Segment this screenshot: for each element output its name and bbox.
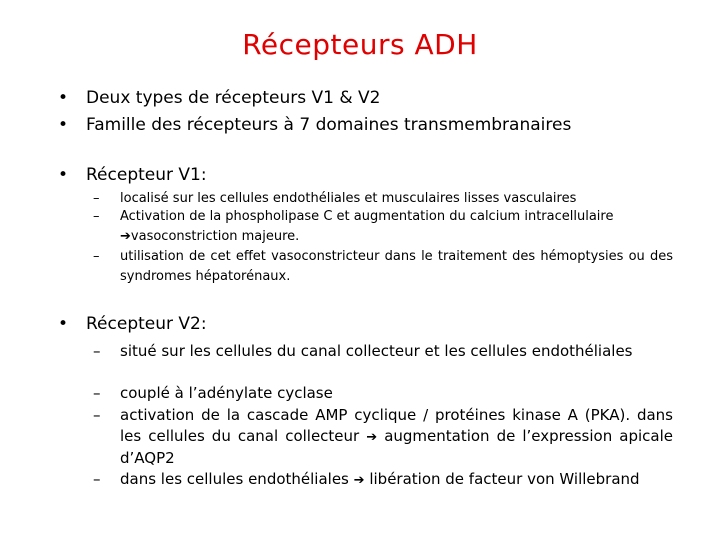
v2-item-4: [93, 469, 673, 491]
v1-item-1: [93, 189, 673, 209]
v1-item-text: vasoconstriction majeure.: [130, 229, 300, 244]
v2-item-text: couplé à l’adénylate cyclase: [120, 384, 333, 402]
v1-item-text: localisé sur les cellules endothéliales et musculaires lisses vasculaires: [120, 191, 577, 206]
v2-item-text: situé sur les cellules du canal collecteur et les cellules endothéliales: [120, 342, 633, 360]
bullet-text: Récepteur V2:: [86, 314, 207, 334]
bullet-dot: •: [58, 314, 69, 334]
bullet-text: Famille des récepteurs à 7 domaines transmembranaires: [86, 115, 572, 135]
dash: –: [93, 406, 101, 424]
v2-item-text: libération de facteur von Willebrand: [369, 470, 640, 488]
dash: –: [93, 191, 100, 206]
bullet-types: [58, 87, 678, 110]
arrow-icon: ➔: [366, 430, 378, 445]
dash: –: [93, 384, 101, 402]
bullet-dot: •: [58, 88, 69, 108]
bullet-text: Deux types de récepteurs V1 & V2: [86, 88, 381, 108]
bullet-dot: •: [58, 115, 69, 135]
v1-item-3: [93, 247, 673, 287]
v2-item-2: [93, 383, 673, 404]
v2-item-text: dans les cellules endothéliales: [120, 470, 349, 488]
v1-item-text: Activation de la phospholipase C et augmentation du calcium intracellulaire: [120, 209, 614, 224]
v2-item-text: activation de la cascade AMP cyclique / protéines kinase A (PKA). dans les cellules du canal collecteur: [120, 406, 673, 445]
arrow-icon: ➔: [353, 473, 365, 488]
bullet-dot: •: [58, 165, 69, 185]
dash: –: [93, 342, 101, 360]
v2-item-text: augmentation de l’expression apicale d’AQP2: [120, 427, 673, 467]
v2-item-1: [93, 341, 673, 362]
v2-item-3: [93, 405, 673, 469]
v1-item-text: utilisation de cet effet vasoconstricteur dans le traitement des hémoptysies ou des syndromes hépatorénaux.: [120, 249, 673, 284]
bullet-v2: [58, 313, 678, 336]
bullet-text: Récepteur V1:: [86, 165, 207, 185]
dash: –: [93, 209, 100, 224]
bullet-family: [58, 114, 678, 137]
slide-title: Récepteurs ADH: [242, 28, 478, 61]
bullet-v1: [58, 164, 678, 187]
dash: –: [93, 249, 100, 264]
v1-item-2: [93, 207, 673, 247]
arrow-icon: ➔: [120, 229, 131, 244]
dash: –: [93, 470, 101, 488]
